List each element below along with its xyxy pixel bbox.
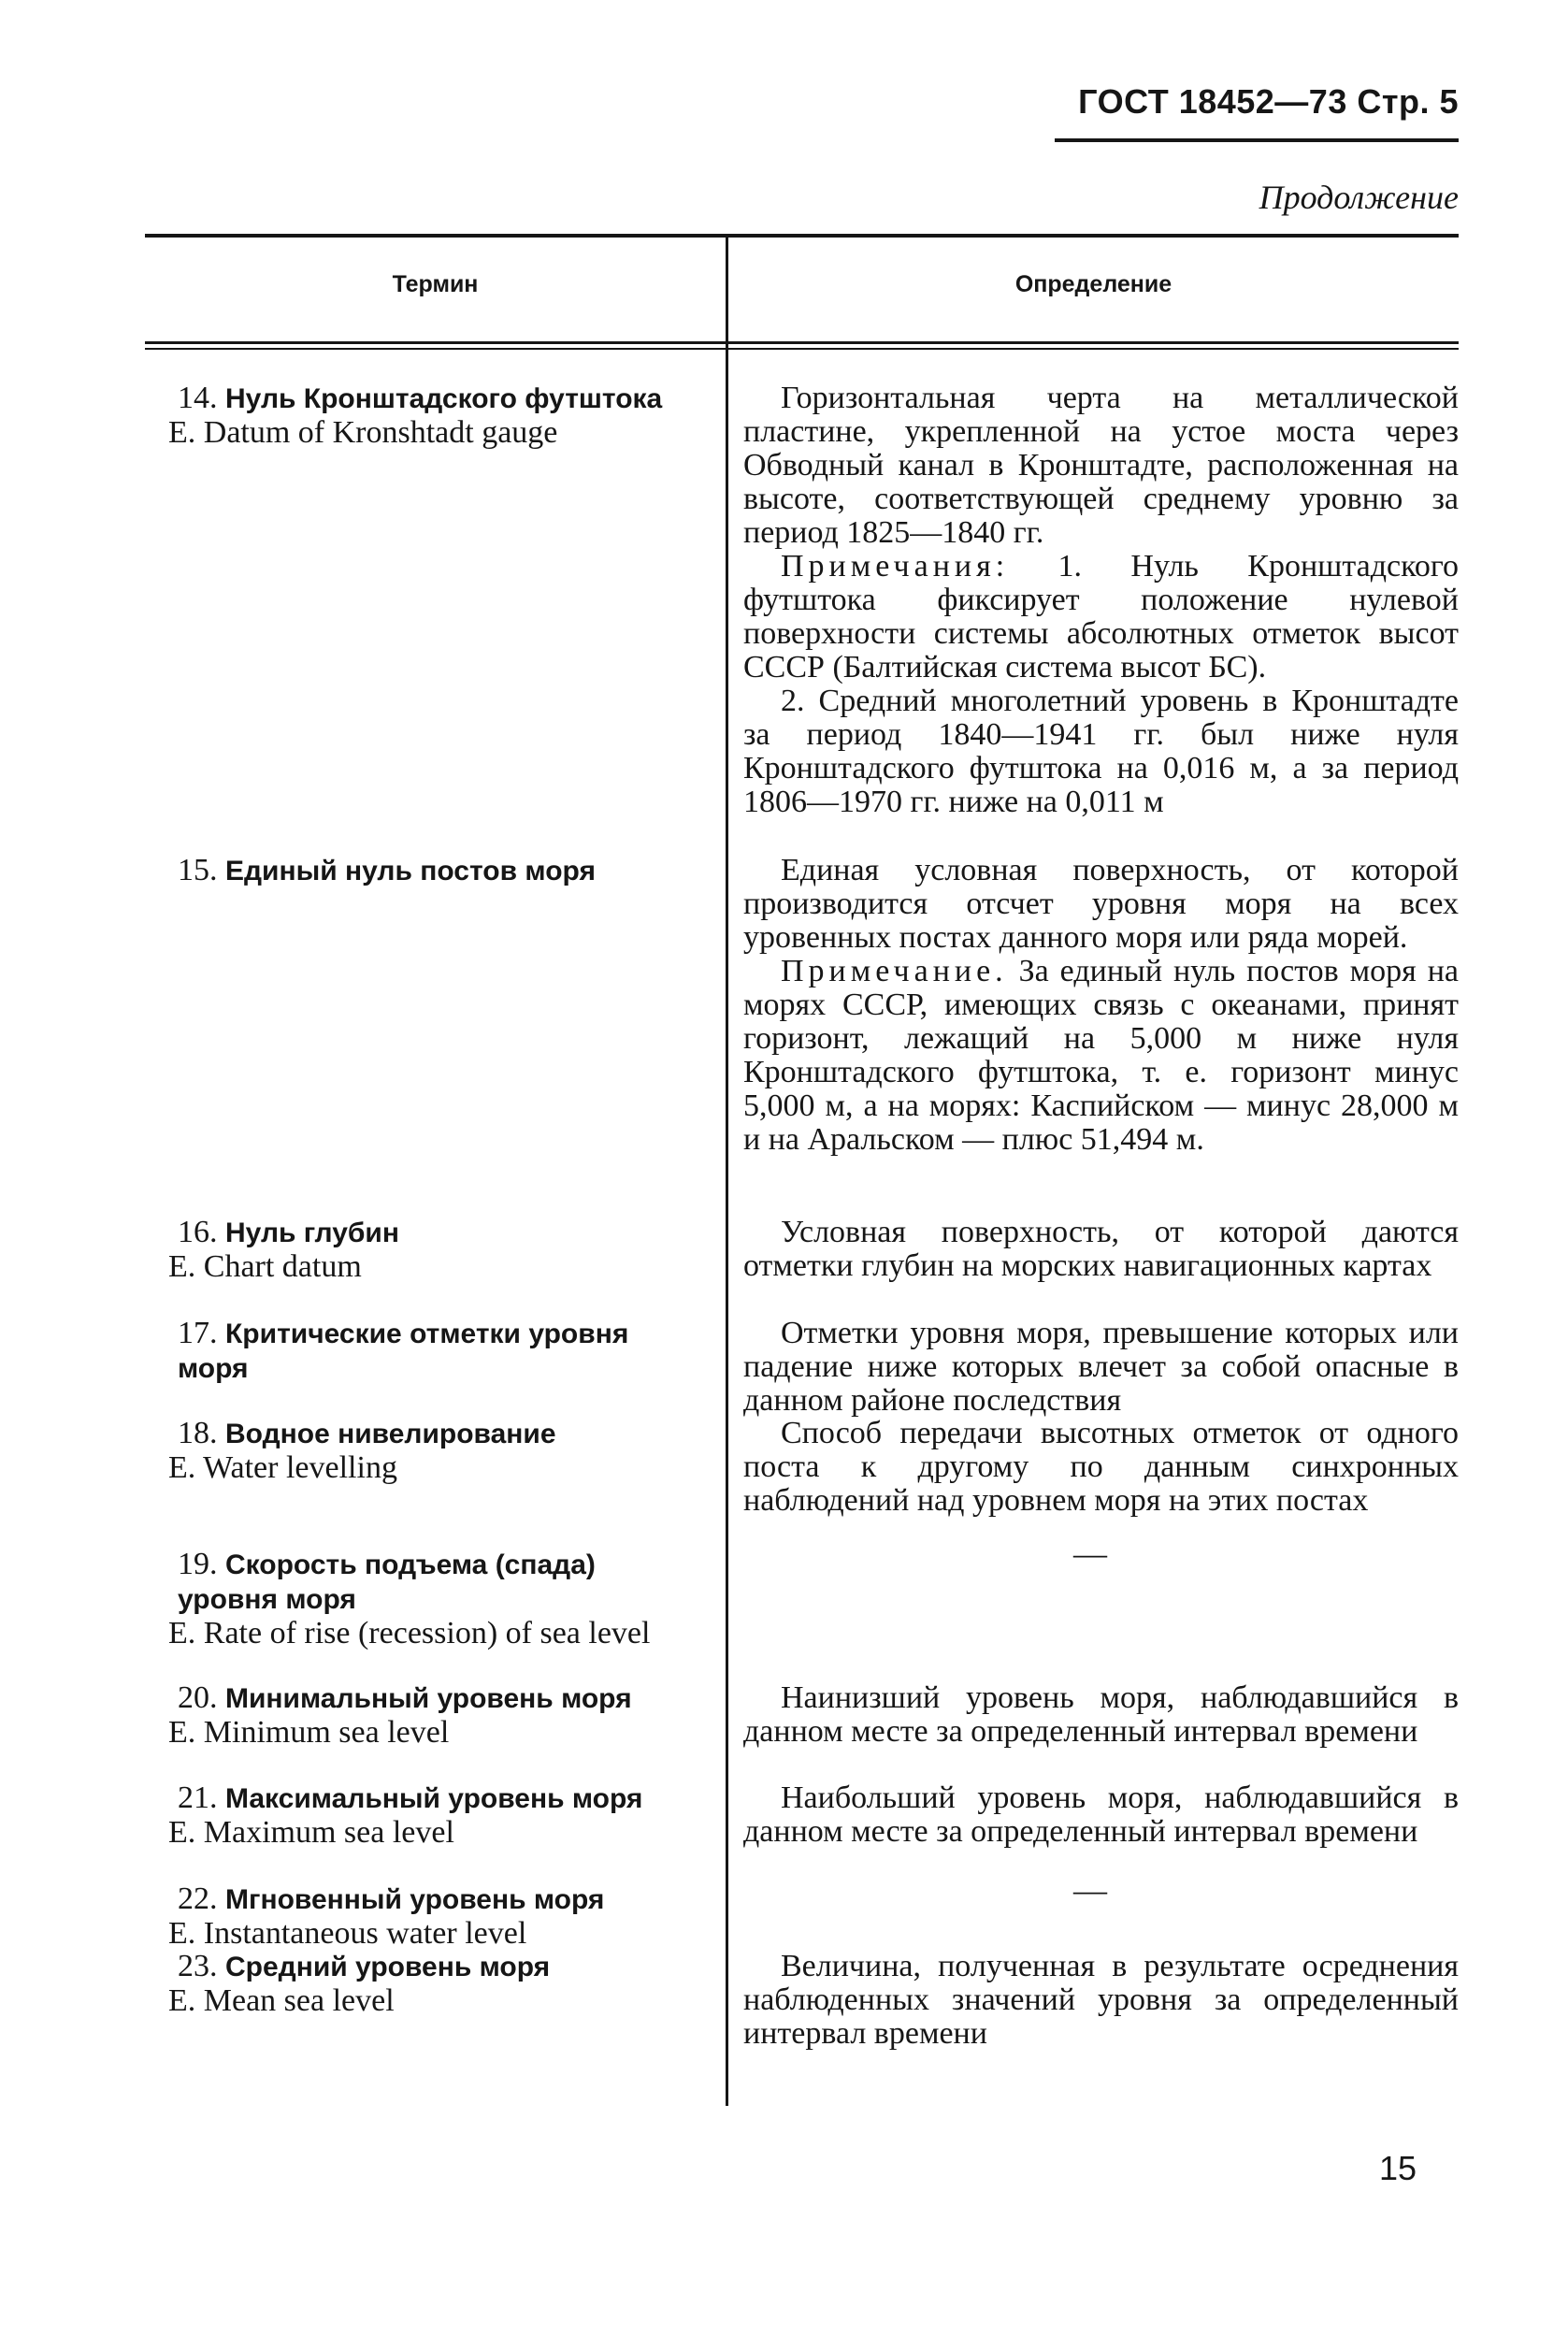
page-header: ГОСТ 18452—73 Стр. 5	[1078, 82, 1459, 121]
header-rule	[1055, 138, 1459, 142]
definition-14: Горизонтальная черта на металлической пластине, укрепленной на устое моста через Обводный канал в Кронштадте, расположенная на высоте, соответствующей среднему уровню за период 1825—1840 гг. Примечания: 1. Нуль Кронштадского футштока фиксирует положение нулевой поверхности системы абсолютных отметок высот СССР (Балтийская система высот БС). 2. Средний многолетний уровень в Кронштадте за период 1840—1941 гг. был ниже нуля Кронштадского футштока на 0,016 м, а за период 1806—1970 гг. ниже на 0,011 м	[743, 381, 1459, 819]
column-header-term: Термин	[392, 271, 479, 297]
continuation-label: Продолжение	[1259, 179, 1459, 216]
definition-15: Единая условная поверхность, от которой производится отсчет уровня моря на всех уровенных постах данного моря или ряда морей. Примечание. За единый нуль постов моря на морях СССР, имеющих связь с океанами, принят горизонт, лежащий на 5,000 м ниже нуля Кронштадского футштока, т. е. горизонт минус 5,000 м, а на морях: Каспийском — минус 28,000 м и на Аральском — плюс 51,494 м.	[743, 853, 1459, 1157]
page-number: 15	[1378, 2149, 1417, 2187]
term-19: 19. Скорость подъема (спада) уровня моря E. Rate of rise (recession) of sea level	[168, 1547, 651, 1650]
definition-20: Наинизший уровень моря, наблюдавшийся в данном месте за определенный интервал времени	[743, 1680, 1459, 1749]
term-22: 22. Мгновенный уровень моря E. Instantaneous water level	[168, 1881, 605, 1951]
term-15: 15. Единый нуль постов моря	[178, 853, 596, 887]
definition-18: Способ передачи высотных отметок от одного поста к другому по данным синхронных наблюдений над уровнем моря на этих постах	[743, 1416, 1459, 1518]
definition-21: Наибольший уровень моря, наблюдавшийся в данном месте за определенный интервал времени	[743, 1780, 1459, 1849]
term-21: 21. Максимальный уровень моря E. Maximum sea level	[168, 1780, 643, 1850]
table-head-rule-2	[145, 348, 1459, 350]
term-23: 23. Средний уровень моря E. Mean sea level	[168, 1949, 551, 2018]
definition-16: Условная поверхность, от которой даются отметки глубин на морских навигационных картах	[743, 1215, 1459, 1283]
term-17: 17. Критические отметки уровня моря	[178, 1316, 629, 1384]
term-18: 18. Водное нивелирование E. Water levelling	[168, 1416, 556, 1485]
column-divider	[726, 236, 728, 2106]
definition-22-dash: —	[1073, 1871, 1107, 1909]
term-16: 16. Нуль глубин E. Chart datum	[168, 1215, 399, 1284]
term-14: 14. Нуль Кронштадского футштока E. Datum of Kronshtadt gauge	[168, 381, 663, 450]
table-head-rule-1	[145, 341, 1459, 344]
term-20: 20. Минимальный уровень моря E. Minimum sea level	[168, 1680, 632, 1750]
column-header-definition: Определение	[1014, 271, 1172, 297]
definition-17: Отметки уровня моря, превышение которых или падение ниже которых влечет за собой опасные в данном районе последствия	[743, 1316, 1459, 1418]
definition-19-dash: —	[1073, 1535, 1107, 1572]
table-top-rule	[145, 234, 1459, 238]
definition-23: Величина, полученная в результате осреднения наблюденных значений уровня за определенный интервал времени	[743, 1949, 1459, 2051]
